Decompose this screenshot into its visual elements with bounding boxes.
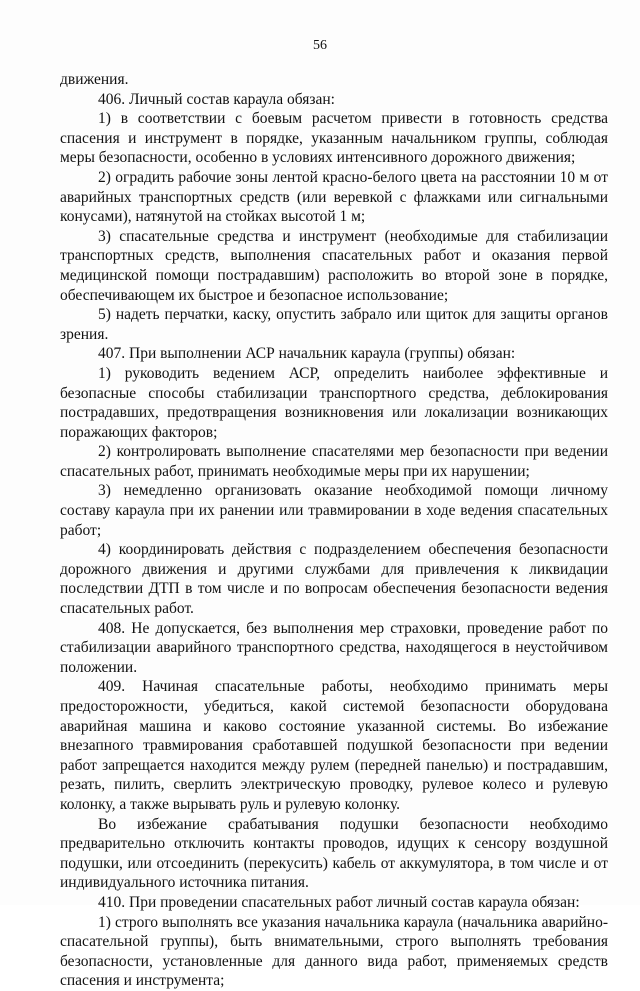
paragraph: 1) строго выполнять все указания начальника караула (начальника аварийно-спасательной группы), быть внимательными, строго выполнять требования безопасности, установленные для данного вида работ, применяемых средств спасения и инструмента; bbox=[60, 913, 608, 990]
paragraph: 1) в соответствии с боевым расчетом привести в готовность средства спасения и инструмент в порядке, указанным начальником группы, соблюдая меры безопасности, особенно в условиях интенсивного дорожного движения; bbox=[60, 110, 608, 167]
paragraph: 2) контролировать выполнение спасателями мер безопасности при ведении спасательных работ, принимать необходимые меры при их нарушении; bbox=[60, 443, 608, 480]
paragraph: 3) спасательные средства и инструмент (необходимые для стабилизации транспортных средств, выполнения спасательных работ и оказания первой медицинской помощи пострадавшим) расположить во второй зоне в порядке, обеспечивающем их быстрое и безопасное использование; bbox=[60, 227, 608, 304]
paragraph: 4) координировать действия с подразделением обеспечения безопасности дорожного движения и другими службами для привлечения к ликвидации последствии ДТП в том числе и по вопросам обеспечения безопасности ведения спасательных работ. bbox=[60, 541, 608, 618]
paragraph: движения. bbox=[60, 71, 129, 88]
document-body bbox=[60, 70, 608, 991]
paragraph: 2) оградить рабочие зоны лентой красно-белого цвета на расстоянии 10 м от аварийных транспортных средств (или веревкой с флажками или сигнальными конусами), натянутой на стойках высотой 1 м; bbox=[60, 168, 608, 226]
paragraph: 409. Начиная спасательные работы, необходимо принимать меры предосторожности, убедиться, какой системой безопасности оборудована аварийная машина и каково состояние указанной системы. Во избежание внезапного травмирования сработавшей подушкой безопасности при ведении работ запрещается находится между рулем (передней панелью) и пострадавшим, резать, пилить, сверлить электрическую проводку, рулевое колесо и рулевую колонку, а также вырывать руль и рулевую колонку. bbox=[60, 678, 608, 813]
page-number: 56 bbox=[313, 38, 327, 53]
paragraph: 1) руководить ведением АСР, определить наиболее эффективные и безопасные способы стабилизации транспортного средства, деблокирования пострадавших, предотвращения возникновения или локализации возникающих поражающих факторов; bbox=[60, 364, 608, 441]
paragraph: 408. Не допускается, без выполнения мер страховки, проведение работ по стабилизации аварийного транспортного средства, находящегося в неустойчивом положении. bbox=[60, 619, 608, 676]
paragraph: 407. При выполнении АСР начальник караула (группы) обязан: bbox=[98, 345, 516, 363]
paragraph: 3) немедленно организовать оказание необходимой помощи личному составу караула при их ранении или травмировании в ходе ведения спасательных работ; bbox=[60, 482, 608, 539]
paragraph: 410. При проведении спасательных работ личный состав караула обязан: bbox=[98, 893, 580, 911]
paragraph: 5) надеть перчатки, каску, опустить забрало или щиток для защиты органов зрения. bbox=[60, 306, 608, 343]
paragraph: Во избежание срабатывания подушки безопасности необходимо предварительно отключить контакты проводов, идущих к сенсору воздушной подушки, или отсоединить (перекусить) кабель от аккумулятора, в том числе и от индивидуального источника питания. bbox=[60, 815, 608, 892]
paragraph: 406. Личный состав караула обязан: bbox=[98, 90, 335, 108]
